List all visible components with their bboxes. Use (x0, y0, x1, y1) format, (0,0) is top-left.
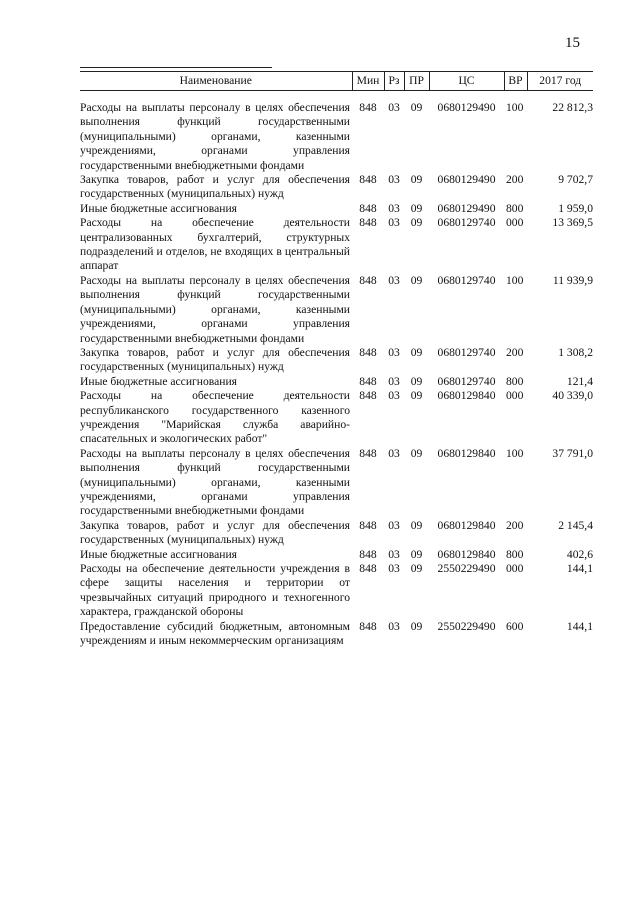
table-row (80, 216, 593, 274)
cell-vr: 800 (506, 547, 524, 561)
cell-min: 848 (359, 547, 377, 561)
cell-cs: 0680129740 (437, 216, 496, 230)
cell-sum: 37 791,0 (552, 446, 593, 460)
page-number: 15 (565, 35, 580, 51)
cell-cs: 0680129740 (437, 374, 496, 388)
cell-min: 848 (359, 518, 377, 532)
header-name: Наименование (80, 72, 352, 91)
cell-min: 848 (359, 446, 377, 460)
cell-pr: 09 (410, 273, 423, 287)
cell-cs: 0680129840 (437, 446, 496, 460)
cell-vr: 800 (506, 374, 524, 388)
table-row (80, 548, 593, 562)
cell-min: 848 (359, 374, 377, 388)
cell-min: 848 (359, 562, 377, 575)
cell-name: Закупка товаров, работ и услуг для обеспечения государственных (муниципальных) нужд (80, 345, 350, 374)
cell-pr: 09 (410, 374, 423, 388)
cell-name: Расходы на обеспечение деятельности республиканского государственного казенного учреждения "Марийская служба аварийно-спасательных и экологических работ" (80, 389, 350, 446)
cell-rz: 03 (388, 562, 400, 575)
cell-cs: 0680129840 (437, 518, 496, 532)
cell-rz: 03 (388, 201, 400, 215)
table-row (80, 447, 593, 519)
cell-min: 848 (359, 101, 377, 114)
cell-pr: 09 (410, 173, 423, 187)
cell-vr: 100 (506, 101, 524, 114)
cell-cs: 0680129490 (437, 201, 496, 215)
cell-pr: 09 (410, 201, 423, 215)
cell-cs: 0680129490 (437, 101, 496, 114)
cell-sum: 1 308,2 (558, 345, 593, 359)
table-row (80, 173, 593, 202)
cell-pr: 09 (410, 101, 423, 114)
cell-name: Расходы на выплаты персоналу в целях обеспечения выполнения функций государственными (муниципальными) органами, казенными учреждениями, органами управления государственными внебюджетными фондами (80, 101, 350, 172)
cell-cs: 2550229490 (437, 619, 496, 633)
cell-cs: 0680129840 (437, 547, 496, 561)
cell-pr: 09 (410, 547, 423, 561)
table-row (80, 274, 593, 346)
table-row (80, 91, 593, 174)
cell-name: Предоставление субсидий бюджетным, автономным учреждениям и иным некоммерческим организациям (80, 619, 350, 648)
cell-vr: 200 (506, 518, 524, 532)
cell-pr: 09 (410, 562, 423, 575)
header-year: 2017 год (527, 72, 593, 91)
cell-sum: 1 959,0 (558, 201, 593, 215)
cell-sum: 402,6 (566, 547, 593, 561)
cell-name: Иные бюджетные ассигнования (80, 547, 237, 561)
cell-name: Расходы на выплаты персоналу в целях обеспечения выполнения функций государственными (муниципальными) органами, казенными учреждениями, органами управления государственными внебюджетными фондами (80, 273, 350, 345)
cell-sum: 9 702,7 (558, 173, 593, 187)
cell-min: 848 (359, 345, 377, 359)
cell-sum: 22 812,3 (552, 101, 593, 114)
table-row (80, 202, 593, 216)
header-rule (80, 67, 272, 68)
cell-vr: 200 (506, 345, 524, 359)
cell-name: Расходы на обеспечение деятельности учреждения в сфере защиты населения и территории от чрезвычайных ситуаций природного и техногенного характера, гражданской обороны (80, 562, 350, 619)
cell-cs: 0680129740 (437, 273, 496, 287)
cell-rz: 03 (388, 374, 400, 388)
table-row (80, 519, 593, 548)
cell-pr: 09 (410, 345, 423, 359)
cell-sum: 144,1 (566, 562, 593, 575)
cell-pr: 09 (410, 389, 423, 403)
table-row (80, 375, 593, 389)
cell-name: Иные бюджетные ассигнования (80, 201, 237, 215)
budget-table (80, 71, 593, 648)
cell-pr: 09 (410, 518, 423, 532)
cell-vr: 600 (506, 619, 524, 633)
cell-rz: 03 (388, 101, 400, 114)
cell-rz: 03 (388, 216, 400, 230)
cell-name: Иные бюджетные ассигнования (80, 374, 237, 388)
cell-vr: 100 (506, 446, 524, 460)
cell-vr: 000 (506, 216, 524, 230)
cell-cs: 2550229490 (437, 562, 496, 575)
cell-sum: 40 339,0 (552, 389, 593, 403)
cell-sum: 121,4 (566, 374, 593, 388)
cell-min: 848 (359, 216, 377, 230)
cell-vr: 200 (506, 173, 524, 187)
header-pr: ПР (404, 72, 429, 91)
header-rz: Рз (384, 72, 404, 91)
cell-pr: 09 (410, 619, 423, 633)
table-row (80, 562, 593, 620)
table-row (80, 620, 593, 649)
cell-min: 848 (359, 389, 377, 403)
cell-min: 848 (359, 173, 377, 187)
cell-rz: 03 (388, 173, 400, 187)
cell-pr: 09 (410, 446, 423, 460)
cell-rz: 03 (388, 619, 400, 633)
cell-min: 848 (359, 273, 377, 287)
table-row (80, 389, 593, 447)
cell-rz: 03 (388, 345, 400, 359)
cell-name: Закупка товаров, работ и услуг для обеспечения государственных (муниципальных) нужд (80, 173, 350, 201)
cell-name: Расходы на выплаты персоналу в целях обеспечения выполнения функций государственными (муниципальными) органами, казенными учреждениями, органами управления государственными внебюджетными фондами (80, 446, 350, 518)
cell-rz: 03 (388, 446, 400, 460)
cell-cs: 0680129490 (437, 173, 496, 187)
cell-vr: 100 (506, 273, 524, 287)
cell-vr: 800 (506, 201, 524, 215)
cell-rz: 03 (388, 389, 400, 403)
cell-rz: 03 (388, 547, 400, 561)
cell-name: Закупка товаров, работ и услуг для обеспечения государственных (муниципальных) нужд (80, 518, 350, 547)
cell-cs: 0680129840 (437, 389, 496, 403)
cell-min: 848 (359, 619, 377, 633)
cell-sum: 13 369,5 (552, 216, 593, 230)
cell-vr: 000 (506, 389, 524, 403)
cell-min: 848 (359, 201, 377, 215)
cell-sum: 144,1 (566, 619, 593, 633)
cell-pr: 09 (410, 216, 423, 230)
header-cs: ЦС (429, 72, 504, 91)
cell-vr: 000 (506, 562, 524, 575)
cell-cs: 0680129740 (437, 345, 496, 359)
table-row (80, 346, 593, 375)
cell-sum: 11 939,9 (552, 273, 593, 287)
header-min: Мин (352, 72, 384, 91)
table-header-row (80, 72, 593, 91)
header-vr: ВР (504, 72, 527, 91)
cell-sum: 2 145,4 (558, 518, 593, 532)
cell-name: Расходы на обеспечение деятельности централизованных бухгалтерий, структурных подразделений и отделов, не входящих в центральный аппарат (80, 216, 350, 273)
cell-rz: 03 (388, 273, 400, 287)
cell-rz: 03 (388, 518, 400, 532)
